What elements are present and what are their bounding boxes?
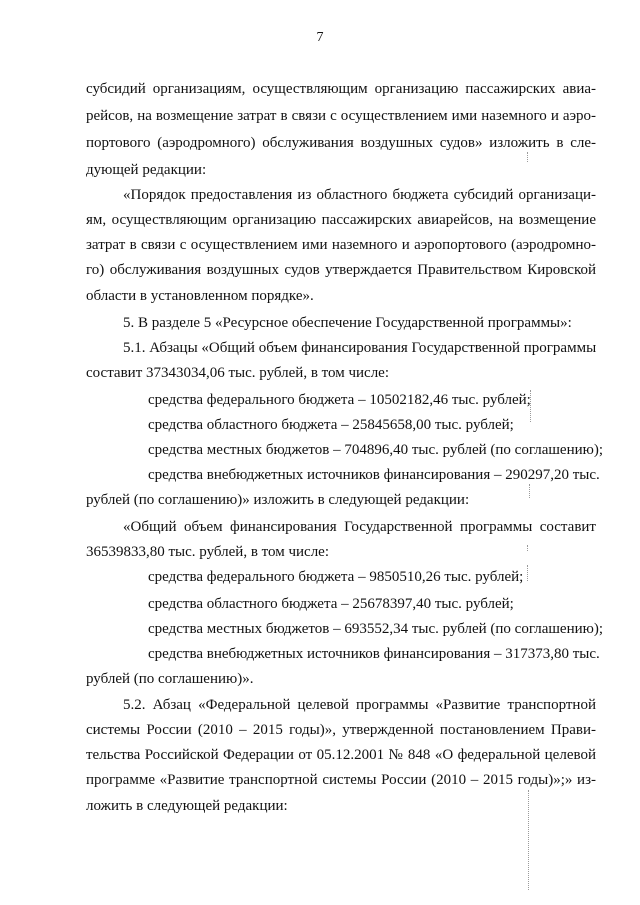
scan-mark [528, 790, 529, 890]
text-line: 36539833,80 тыс. рублей, в том числе: [86, 544, 330, 560]
scan-mark [530, 390, 531, 422]
text-line: субсидий организациям, осуществляющим организацию пассажирских авиа- [86, 81, 596, 97]
text-line: портового (аэродромного) обслуживания воздушных судов» изложить в сле- [86, 135, 596, 151]
text-line: «Порядок предоставления из областного бюджета субсидий организаци- [123, 187, 596, 203]
scan-mark [527, 565, 528, 581]
text-line: области в установленном порядке». [86, 288, 314, 304]
text-line: средства внебюджетных источников финансирования – 317373,80 тыс. [148, 646, 600, 662]
text-line: 5.2. Абзац «Федеральной целевой программы «Развитие транспортной [123, 697, 596, 713]
text-line: программе «Развитие транспортной системы России (2010 – 2015 годы)»;» из- [86, 772, 596, 788]
text-line: рублей (по соглашению)». [86, 671, 254, 687]
text-line: средства федерального бюджета – 9850510,26 тыс. рублей; [148, 569, 524, 585]
text-line: средства внебюджетных источников финансирования – 290297,20 тыс. [148, 467, 600, 483]
text-line: составит 37343034,06 тыс. рублей, в том числе: [86, 365, 390, 381]
text-line: 5.1. Абзацы «Общий объем финансирования Государственной программы [123, 340, 597, 356]
scan-mark [527, 152, 528, 162]
text-line: рублей (по соглашению)» изложить в следующей редакции: [86, 492, 470, 508]
scan-mark [529, 484, 530, 498]
text-line: затрат в связи с осуществлением ими наземного и аэропортового (аэродромно- [86, 237, 596, 253]
text-line: рейсов, на возмещение затрат в связи с осуществлением ими наземного и аэро- [86, 108, 596, 124]
text-line: средства местных бюджетов – 693552,34 тыс. рублей (по соглашению); [148, 621, 603, 637]
text-line: ям, осуществляющим организацию пассажирских авиарейсов, на возмещение [86, 212, 596, 228]
page-number: 7 [316, 30, 324, 45]
scan-mark [527, 545, 528, 551]
text-line: средства областного бюджета – 25678397,40 тыс. рублей; [148, 596, 514, 612]
text-line: «Общий объем финансирования Государственной программы составит [123, 519, 596, 535]
text-line: тельства Российской Федерации от 05.12.2001 № 848 «О федеральной целевой [86, 747, 596, 763]
text-line: системы России (2010 – 2015 годы)», утвержденной постановлением Прави- [86, 722, 596, 738]
text-line: 5. В разделе 5 «Ресурсное обеспечение Государственной программы»: [123, 315, 572, 331]
text-line: дующей редакции: [86, 162, 207, 178]
text-line: ложить в следующей редакции: [86, 798, 288, 814]
text-line: средства федерального бюджета – 10502182,46 тыс. рублей; [148, 392, 531, 408]
text-line: средства областного бюджета – 25845658,00 тыс. рублей; [148, 417, 514, 433]
text-line: средства местных бюджетов – 704896,40 тыс. рублей (по соглашению); [148, 442, 603, 458]
text-line: го) обслуживания воздушных судов утверждается Правительством Кировской [86, 262, 596, 278]
